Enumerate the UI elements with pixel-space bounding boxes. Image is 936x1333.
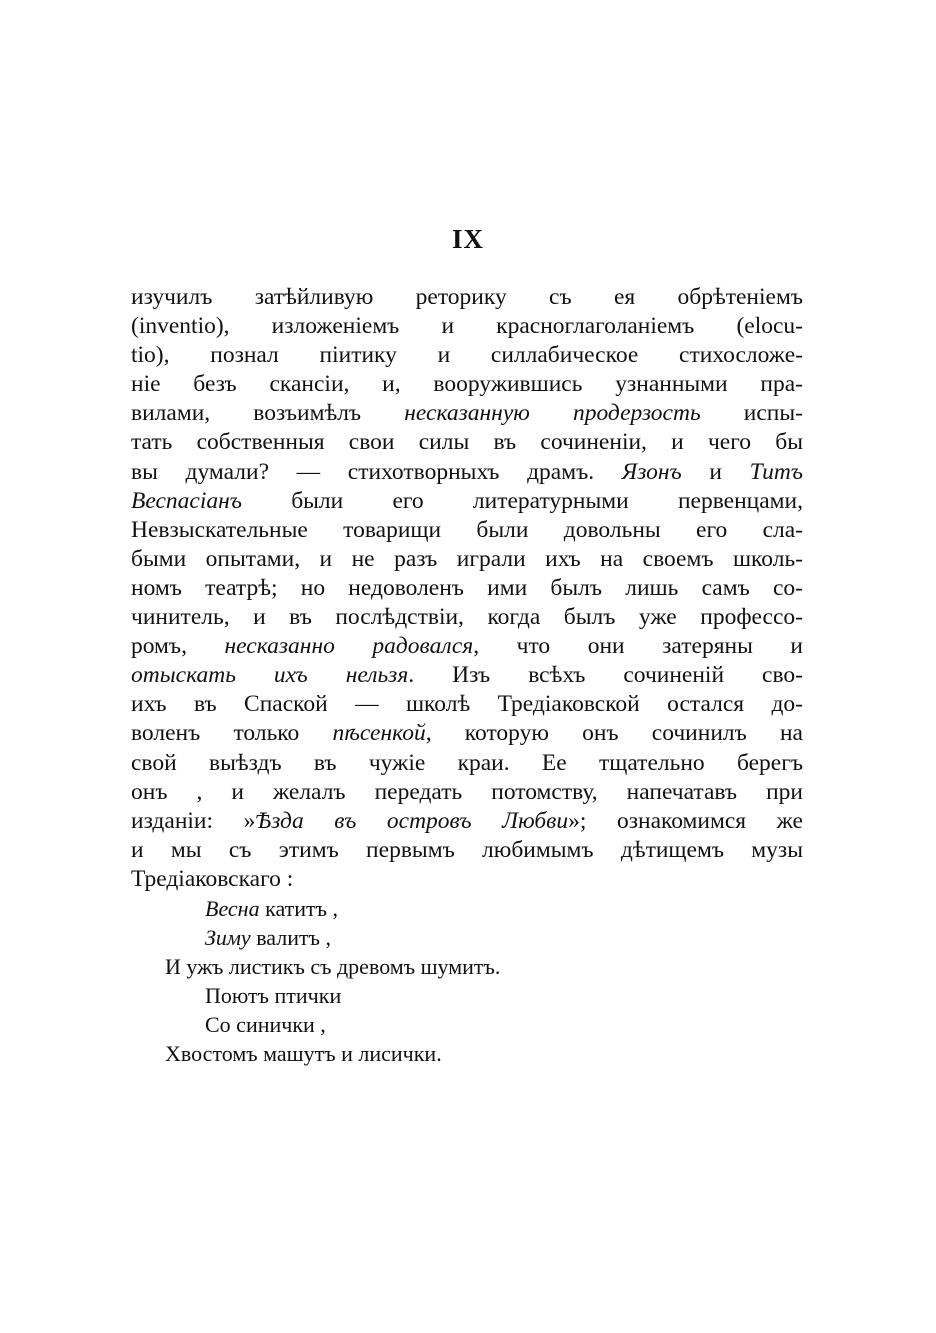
page-number: IX bbox=[451, 224, 484, 254]
italic-text: пѣсенкой bbox=[332, 720, 426, 747]
text-run: И ужъ листикъ съ древомъ шумитъ. bbox=[165, 954, 501, 979]
text-run: ихъ въ Спаской — школѣ Тредіаковской остался до- bbox=[131, 691, 803, 718]
prose-line bbox=[131, 690, 803, 719]
text-run: и мы съ этимъ первымъ любимымъ дѣтищемъ музы bbox=[131, 836, 803, 863]
italic-text: Ѣзда въ островъ Любви bbox=[255, 807, 569, 834]
verse-line bbox=[205, 923, 331, 952]
prose-line bbox=[131, 632, 803, 661]
italic-text: несказанную продерзость bbox=[404, 400, 701, 427]
prose-line bbox=[131, 865, 803, 894]
text-run: изданіи: » bbox=[131, 807, 256, 834]
text-run: ніе безъ скансіи, и, вооружившись узнанными пра- bbox=[131, 371, 803, 398]
prose-body bbox=[131, 283, 803, 894]
text-run: Тредіаковскаго : bbox=[131, 865, 294, 892]
prose-line bbox=[131, 603, 803, 632]
prose-line bbox=[131, 749, 803, 778]
text-run: свой выѣздъ въ чужіе краи. Ее тщательно берегъ bbox=[131, 749, 803, 776]
text-run: Невзыскательные товарищи были довольны его сла- bbox=[131, 516, 803, 543]
text-run: . Изъ всѣхъ сочиненій сво- bbox=[408, 662, 803, 689]
prose-line bbox=[131, 370, 803, 399]
prose-line bbox=[131, 312, 803, 341]
text-run: »; ознакомимся же bbox=[568, 807, 803, 834]
prose-line bbox=[131, 545, 803, 574]
text-run: были его литературными первенцами, bbox=[241, 487, 803, 514]
text-run: вы думали? — стихотворныхъ драмъ. bbox=[131, 458, 622, 485]
italic-text: отыскать ихъ нельзя bbox=[131, 662, 409, 689]
prose-line bbox=[131, 283, 803, 312]
text-run: вилами, возъимѣлъ bbox=[131, 400, 405, 427]
prose-line bbox=[131, 458, 803, 487]
prose-line bbox=[131, 661, 803, 690]
text-run: онъ , и желалъ передать потомству, напечатавъ при bbox=[131, 778, 803, 805]
text-run: Поютъ птички bbox=[205, 983, 342, 1008]
text-run: tio), познал пiитику и силлабическое стихосложе- bbox=[131, 342, 803, 369]
prose-line bbox=[131, 836, 803, 865]
prose-line bbox=[131, 487, 803, 516]
text-run: Хвостомъ машутъ и лисички. bbox=[165, 1041, 442, 1066]
italic-text: Язонъ bbox=[621, 458, 682, 485]
prose-line bbox=[131, 399, 803, 428]
text-run: чинитель, и въ послѣдствіи, когда былъ уже профессо- bbox=[131, 604, 803, 631]
text-run: Со синички , bbox=[205, 1012, 326, 1037]
text-run: ромъ, bbox=[131, 633, 225, 660]
italic-text: Весна bbox=[205, 896, 260, 921]
text-run: быми опытами, и не разъ играли ихъ на своемъ школь- bbox=[131, 545, 803, 572]
verse-line bbox=[165, 952, 500, 981]
text-run: тать собственныя свои силы въ сочиненіи, и чего бы bbox=[131, 429, 803, 456]
text-run: и bbox=[681, 458, 750, 485]
text-run: (inventio), изложеніемъ и красноглаголаніемъ (elocu- bbox=[131, 313, 803, 340]
text-run: валитъ , bbox=[250, 925, 332, 950]
prose-line bbox=[131, 428, 803, 457]
prose-line bbox=[131, 719, 803, 748]
text-run: , что они затеряны и bbox=[473, 633, 803, 660]
italic-text: Зиму bbox=[205, 925, 251, 950]
prose-line bbox=[131, 574, 803, 603]
italic-text: Титъ bbox=[749, 458, 804, 485]
verse-line bbox=[205, 1010, 326, 1039]
text-run: катитъ , bbox=[259, 896, 339, 921]
text-run: испы- bbox=[700, 400, 804, 427]
text-run: номъ театрѣ; но недоволенъ ими былъ лишь самъ со- bbox=[131, 574, 803, 601]
prose-line bbox=[131, 516, 803, 545]
text-run: , которую онъ сочинилъ на bbox=[425, 720, 803, 747]
prose-line bbox=[131, 341, 803, 370]
verse-line bbox=[205, 894, 338, 923]
prose-line bbox=[131, 778, 803, 807]
text-run: изучилъ затѣйливую реторику съ ея обрѣтеніемъ bbox=[131, 284, 803, 310]
verse-line bbox=[165, 1039, 442, 1068]
verse-line bbox=[205, 981, 341, 1010]
text-run: воленъ только bbox=[131, 720, 333, 747]
prose-line bbox=[131, 807, 803, 836]
italic-text: несказанно радовался bbox=[224, 633, 474, 660]
italic-text: Веспасіанъ bbox=[131, 487, 242, 514]
